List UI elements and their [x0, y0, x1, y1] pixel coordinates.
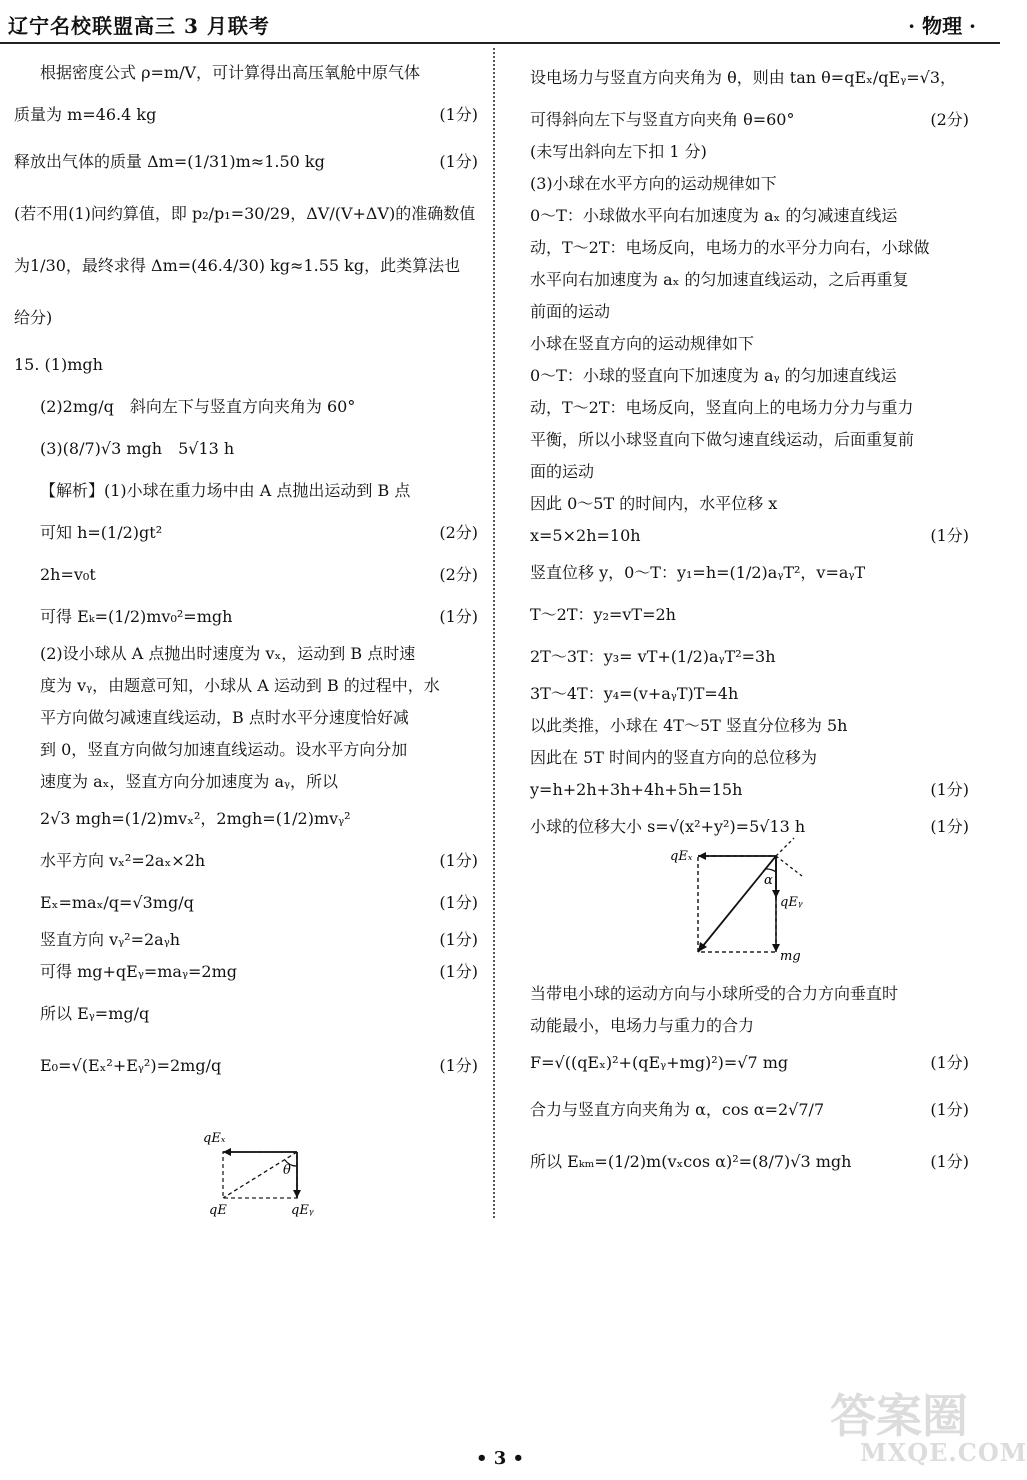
score-points: (1分): [930, 526, 969, 545]
diagram2-qex-label: qEₓ: [670, 849, 693, 864]
text-line: [530, 136, 975, 168]
line-text: x=5×2h=10h: [530, 526, 641, 545]
text-line: [14, 136, 484, 188]
text-line: [14, 840, 484, 882]
text-line: [530, 104, 975, 136]
line-text: 因此 0～5T 的时间内，水平位移 x: [530, 494, 778, 513]
line-text: E₀=√(Eₓ²+Eᵧ²)=2mg/q: [40, 1056, 222, 1075]
text-line: [14, 188, 484, 240]
line-text: 面的运动: [530, 462, 595, 481]
text-line: [530, 1010, 975, 1042]
line-text: (2)设小球从 A 点抛出时速度为 vₓ，运动到 B 点时速: [40, 644, 416, 663]
right-column: [530, 52, 975, 1188]
diagram1-qe-label: qE: [209, 1203, 227, 1218]
text-line: [530, 456, 975, 488]
force-diagram-1: [195, 1128, 345, 1218]
line-text: 质量为 m=46.4 kg: [14, 105, 157, 124]
text-line: [530, 52, 975, 104]
line-text: (2)2mg/q 斜向左下与竖直方向夹角为 60°: [40, 397, 356, 416]
score-points: (1分): [930, 1053, 969, 1072]
line-text: 为1/30，最终求得 Δm=(46.4/30) kg≈1.55 kg，此类算法也: [14, 256, 461, 275]
score-points: (2分): [439, 523, 478, 542]
line-text: 所以 Eᵧ=mg/q: [40, 1004, 150, 1023]
text-line: [530, 1042, 975, 1084]
diagram1-qey-label: qEᵧ: [291, 1203, 314, 1218]
text-line: [14, 638, 484, 670]
text-line: [530, 1136, 975, 1188]
score-points: (1分): [439, 1056, 478, 1075]
text-line: [14, 798, 484, 840]
line-text: 可知 h=(1/2)gt²: [40, 523, 163, 542]
text-line: [14, 734, 484, 766]
line-text: 竖直位移 y，0～T：y₁=h=(1/2)aᵧT²，v=aᵧT: [530, 563, 866, 582]
text-line: [530, 200, 975, 232]
text-line: [530, 1084, 975, 1136]
line-text: 前面的运动: [530, 302, 611, 321]
text-line: [530, 774, 975, 806]
score-points: (2分): [439, 565, 478, 584]
text-line: [530, 232, 975, 264]
line-text: 小球在竖直方向的运动规律如下: [530, 334, 755, 353]
score-points: (1分): [439, 607, 478, 626]
text-line: [530, 392, 975, 424]
line-text: 竖直方向 vᵧ²=2aᵧh: [40, 930, 181, 949]
line-text: 15. (1)mgh: [14, 355, 103, 374]
line-text: 2T～3T：y₃= vT+(1/2)aᵧT²=3h: [530, 647, 776, 666]
diagram2-mg-label: mg: [780, 949, 801, 964]
line-text: Eₓ=maₓ/q=√3mg/q: [40, 893, 194, 912]
line-text: 释放出气体的质量 Δm=(1/31)m≈1.50 kg: [14, 152, 325, 171]
line-text: 小球的位移大小 s=√(x²+y²)=5√13 h: [530, 817, 806, 836]
score-points: (1分): [439, 930, 478, 949]
line-text: 设电场力与竖直方向夹角为 θ，则由 tan θ=qEₓ/qEᵧ=√3，: [530, 68, 957, 87]
resultant-force-diagram: [530, 848, 975, 978]
text-line: [530, 264, 975, 296]
text-line: [530, 594, 975, 636]
text-line: [14, 292, 484, 344]
score-points: (1分): [439, 851, 478, 870]
line-text: 可得斜向左下与竖直方向夹角 θ=60°: [530, 110, 795, 129]
line-text: 度为 vᵧ，由题意可知，小球从 A 运动到 B 的过程中，水: [40, 676, 440, 695]
line-text: 0～T：小球的竖直向下加速度为 aᵧ 的匀加速直线运: [530, 366, 897, 385]
column-divider: [493, 48, 495, 1218]
text-line: [530, 806, 975, 848]
subject-label: · 物理 ·: [908, 14, 976, 38]
text-line: [14, 94, 484, 136]
line-text: 可得 Eₖ=(1/2)mv₀²=mgh: [40, 607, 233, 626]
diagram2-qey-label: qEᵧ: [780, 895, 803, 910]
watermark-url: MXQE.COM: [860, 1438, 1027, 1467]
line-text: 所以 Eₖₘ=(1/2)m(vₓcos α)²=(8/7)√3 mgh: [530, 1152, 852, 1171]
line-text: 水平方向 vₓ²=2aₓ×2h: [40, 851, 206, 870]
text-line: [530, 978, 975, 1010]
text-line: [14, 512, 484, 554]
exam-title: 辽宁名校联盟高三 3 月联考: [8, 14, 270, 38]
line-text: 可得 mg+qEᵧ=maᵧ=2mg: [40, 962, 237, 981]
text-line: [530, 360, 975, 392]
text-line: [530, 168, 975, 200]
line-text: 2√3 mgh=(1/2)mvₓ²，2mgh=(1/2)mvᵧ²: [40, 809, 351, 828]
line-text: (3)小球在水平方向的运动规律如下: [530, 174, 777, 193]
line-text: 根据密度公式 ρ=m/V，可计算得出高压氧舱中原气体: [40, 63, 421, 82]
score-points: (2分): [930, 110, 969, 129]
text-line: [14, 956, 484, 988]
score-points: (1分): [439, 105, 478, 124]
left-column: [14, 52, 484, 1092]
text-line: [14, 428, 484, 470]
watermark-logo: 答案圈: [830, 1389, 968, 1443]
text-line: [14, 1040, 484, 1092]
score-points: (1分): [930, 817, 969, 836]
text-line: [530, 296, 975, 328]
text-line: [14, 924, 484, 956]
text-line: [530, 636, 975, 678]
electric-field-diagram: [195, 1128, 345, 1218]
text-line: [14, 470, 484, 512]
score-points: (1分): [439, 152, 478, 171]
line-text: y=h+2h+3h+4h+5h=15h: [530, 780, 743, 799]
line-text: 平方向做匀减速直线运动，B 点时水平分速度恰好减: [40, 708, 409, 727]
line-text: 【解析】(1)小球在重力场中由 A 点抛出运动到 B 点: [40, 481, 411, 500]
page-header: [0, 0, 1000, 44]
text-line: [530, 742, 975, 774]
page-number: • 3 •: [475, 1448, 525, 1469]
text-line: [530, 678, 975, 710]
line-text: 2h=v₀t: [40, 565, 96, 584]
text-line: [530, 488, 975, 520]
line-text: 平衡，所以小球竖直向下做匀速直线运动，后面重复前: [530, 430, 915, 449]
text-line: [14, 766, 484, 798]
text-line: [14, 344, 484, 386]
text-line: [530, 552, 975, 594]
text-line: [530, 328, 975, 360]
diagram1-qex-label: qEₓ: [203, 1131, 226, 1146]
diagram2-alpha-label: α: [764, 873, 773, 888]
line-text: 合力与竖直方向夹角为 α，cos α=2√7/7: [530, 1100, 825, 1119]
line-text: 到 0，竖直方向做匀加速直线运动。设水平方向分加: [40, 740, 408, 759]
line-text: 速度为 aₓ，竖直方向分加速度为 aᵧ，所以: [40, 772, 339, 791]
line-text: 以此类推，小球在 4T～5T 竖直分位移为 5h: [530, 716, 848, 735]
text-line: [530, 424, 975, 456]
text-line: [14, 386, 484, 428]
line-text: 因此在 5T 时间内的竖直方向的总位移为: [530, 748, 818, 767]
site-watermark: [820, 1380, 1027, 1475]
line-text: (未写出斜向左下扣 1 分): [530, 142, 707, 161]
line-text: 动，T～2T：电场反向，竖直向上的电场力分力与重力: [530, 398, 914, 417]
diagram1-theta-label: θ: [283, 1163, 291, 1178]
line-text: 0～T：小球做水平向右加速度为 aₓ 的匀减速直线运: [530, 206, 898, 225]
line-text: 动能最小，电场力与重力的合力: [530, 1016, 755, 1035]
line-text: T～2T：y₂=vT=2h: [530, 605, 676, 624]
text-line: [14, 702, 484, 734]
line-text: 动，T～2T：电场反向，电场力的水平分力向右，小球做: [530, 238, 930, 257]
line-text: (若不用(1)问约算值，即 p₂/p₁=30/29，ΔV/(V+ΔV)的准确数值: [14, 204, 476, 223]
line-text: 3T～4T：y₄=(v+aᵧT)T=4h: [530, 684, 739, 703]
text-line: [14, 554, 484, 596]
text-line: [14, 670, 484, 702]
text-line: [14, 882, 484, 924]
score-points: (1分): [930, 780, 969, 799]
text-line: [14, 988, 484, 1040]
score-points: (1分): [930, 1100, 969, 1119]
force-diagram-2: [530, 848, 975, 978]
text-line: [14, 52, 484, 94]
line-text: 给分): [14, 308, 53, 327]
line-text: 水平向右加速度为 aₓ 的匀加速直线运动，之后再重复: [530, 270, 909, 289]
line-text: F=√((qEₓ)²+(qEᵧ+mg)²)=√7 mg: [530, 1053, 789, 1072]
text-line: [14, 596, 484, 638]
line-text: 当带电小球的运动方向与小球所受的合力方向垂直时: [530, 984, 899, 1003]
text-line: [14, 240, 484, 292]
text-line: [530, 710, 975, 742]
line-text: (3)(8/7)√3 mgh 5√13 h: [40, 439, 235, 458]
score-points: (1分): [439, 893, 478, 912]
text-line: [530, 520, 975, 552]
score-points: (1分): [439, 962, 478, 981]
score-points: (1分): [930, 1152, 969, 1171]
